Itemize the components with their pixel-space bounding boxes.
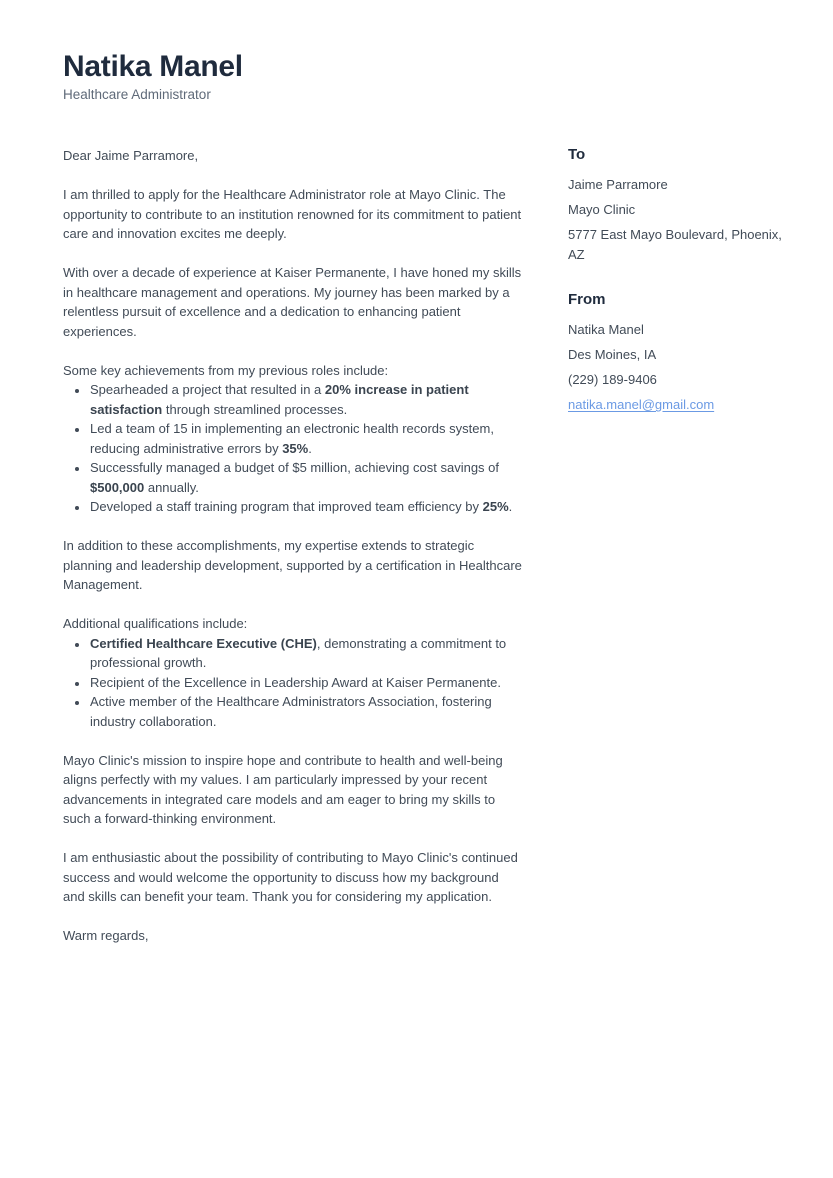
letter-paragraph (63, 536, 523, 595)
text-run: Recipient of the Excellence in Leadership Award at Kaiser Permanente. (90, 674, 501, 690)
bold-text: 35% (282, 440, 309, 456)
sender-section (568, 291, 783, 415)
text-run: With over a decade of experience at Kaiser Permanente, I have honed my skills in healthcare management and operations. My journey has been marked by a relentless pursuit of excellence and a dedication to enhancing patient experiences. (63, 265, 522, 339)
letter-paragraph (63, 614, 523, 634)
letter-paragraph (63, 185, 523, 244)
page-title: Natika Manel (63, 50, 243, 83)
text-run: Led a team of 15 in implementing an electronic health records system, reducing administrative errors by (90, 421, 494, 456)
bold-text: 25% (482, 499, 509, 514)
letter-paragraph (63, 926, 523, 946)
letter-paragraph (63, 263, 523, 341)
bold-text: 20% increase in patient satisfaction (90, 382, 469, 417)
letter-list (63, 634, 523, 732)
letter-list-item (89, 497, 523, 517)
recipient-name: Jaime Parramore (568, 177, 668, 192)
text-run: . (308, 440, 312, 456)
text-run: annually. (144, 479, 199, 495)
letter-paragraph (63, 848, 523, 907)
recipient-section (568, 146, 783, 264)
letter-list-item (89, 634, 523, 673)
text-run: Additional qualifications include: (63, 616, 248, 631)
letter-list-item (89, 380, 523, 419)
email-link[interactable]: natika.manel@gmail.com (568, 397, 715, 412)
sender-email-line (568, 395, 783, 415)
letter-paragraph (63, 361, 523, 381)
letter-body (63, 146, 523, 965)
text-run: Warm regards, (63, 928, 149, 943)
letter-list-item (89, 458, 523, 497)
letter-list-item (89, 673, 523, 693)
text-run: , demonstrating a commitment to professional growth. (90, 635, 507, 670)
text-run: I am enthusiastic about the possibility of contributing to Mayo Clinic's continued success and would welcome the opportunity to discuss how my background and skills can benefit your team. Thank you for considering my application. (63, 850, 518, 904)
letter-list (63, 380, 523, 517)
text-run: Mayo Clinic's mission to inspire hope and contribute to health and well-being aligns perfectly with my values. I am particularly impressed by your recent advancements in integrated care models and am eager to bring my skills to such a forward-thinking environment. (63, 752, 503, 826)
text-run: In addition to these accomplishments, my expertise extends to strategic planning and leadership development, supported by a certification in Healthcare Management. (63, 538, 522, 592)
from-heading: From (568, 291, 606, 308)
text-run: Developed a staff training program that improved team efficiency by (90, 499, 483, 514)
text-run: Successfully managed a budget of $5 million, achieving cost savings of (90, 460, 500, 475)
sender-location: Des Moines, IA (568, 347, 657, 362)
letter-paragraph (63, 146, 523, 166)
bold-text: Certified Healthcare Executive (CHE) (90, 635, 317, 651)
text-run: Some key achievements from my previous roles include: (63, 362, 389, 378)
to-heading: To (568, 146, 586, 163)
recipient-company: Mayo Clinic (568, 202, 636, 217)
recipient-address: 5777 East Mayo Boulevard, Phoenix, AZ (568, 227, 782, 262)
letter-list-item (89, 692, 523, 731)
job-title: Healthcare Administrator (63, 87, 211, 102)
text-run: Spearheaded a project that resulted in a (90, 382, 325, 397)
text-run: Active member of the Healthcare Administrators Association, fostering industry collaboration. (90, 694, 492, 729)
text-run: . (508, 499, 513, 514)
letter-list-item (89, 419, 523, 458)
text-run: I am thrilled to apply for the Healthcare Administrator role at Mayo Clinic. The opportunity to contribute to an institution renowned for its commitment to patient care and innovation excites me deeply. (63, 187, 522, 241)
contact-sidebar (568, 146, 783, 420)
letter-header (63, 50, 243, 102)
text-run: through streamlined processes. (162, 401, 348, 417)
bold-text: $500,000 (90, 479, 145, 495)
letter-paragraph (63, 751, 523, 829)
text-run: Dear Jaime Parramore, (63, 148, 199, 163)
sender-name: Natika Manel (568, 322, 644, 337)
sender-phone: (229) 189-9406 (568, 372, 657, 387)
